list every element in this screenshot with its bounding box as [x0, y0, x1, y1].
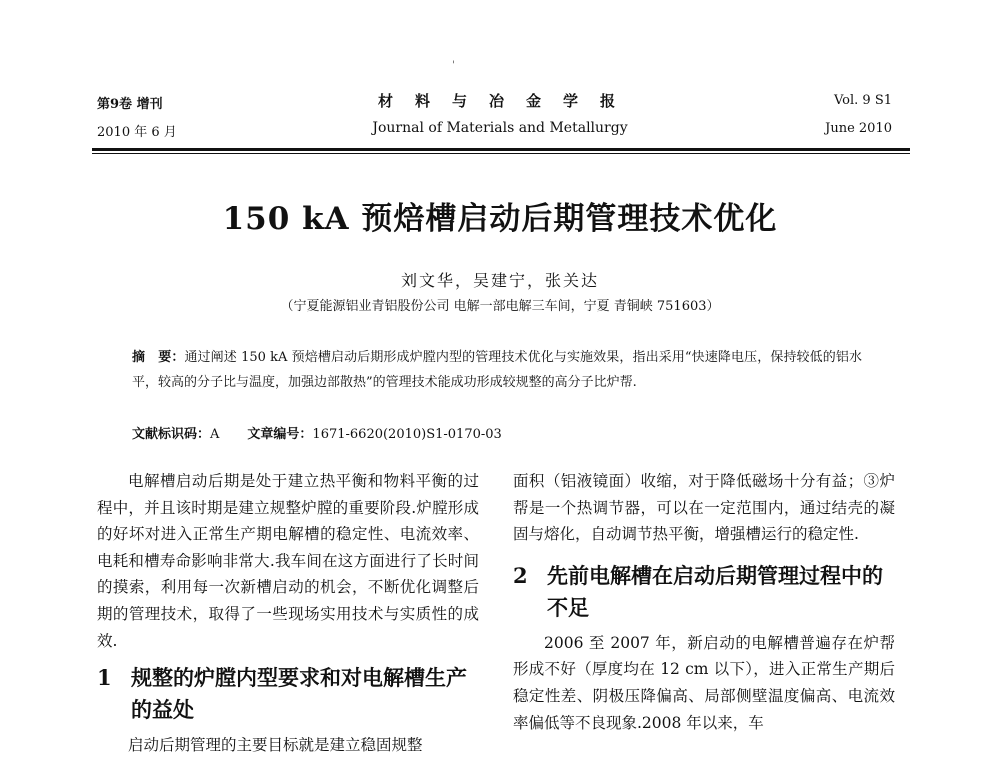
section-1-heading: [97, 662, 479, 726]
doc-code-label: 文献标识码：: [132, 427, 211, 442]
section-1-title: 规整的炉膛内型要求和对电解槽生产的益处: [131, 665, 467, 723]
article-affiliation: （宁夏能源铝业青铝股份公司 电解一部电解三车间，宁夏 青铜峡 751603）: [280, 299, 720, 314]
section-1-number: 1: [97, 665, 112, 691]
continued-paragraph: 面积（铝液镜面）收缩，对于降低磁场十分有益；③炉帮是一个热调节器，可以在一定范围内，通过结壳的凝固与熔化，自动调节热平衡，增强槽运行的稳定性.: [513, 472, 895, 544]
header-rule-thick: [92, 148, 910, 151]
article-no: 1671-6620(2010)S1-0170-03: [312, 427, 502, 442]
section-2-number: 2: [513, 562, 528, 588]
abstract-label: 摘 要：: [132, 350, 185, 365]
header-volume: Vol. 9 S1: [833, 93, 892, 108]
scan-mark: ': [452, 60, 455, 71]
header-date-cn: 2010 年 6 月: [97, 125, 177, 140]
left-column: [97, 468, 479, 759]
journal-title-en: Journal of Materials and Metallurgy: [372, 120, 628, 136]
article-identifiers: [132, 423, 502, 442]
section-2-heading: [513, 560, 895, 624]
header-rule-thin: [92, 153, 910, 154]
header-date-en: June 2010: [825, 121, 892, 136]
intro-paragraph: 电解槽启动后期是处于建立热平衡和物料平衡的过程中，并且该时期是建立规整炉膛的重要阶段.炉膛形成的好坏对进入正常生产期电解槽的稳定性、电流效率、电耗和槽寿命影响非常大.我车间在这方面进行了长时间的摸索，利用每一次新槽启动的机会，不断优化调整后期的管理技术，取得了一些现场实用技术与实质性的成效.: [97, 472, 479, 650]
doc-code: A: [210, 427, 220, 442]
section-1-paragraph: 启动后期管理的主要目标就是建立稳固规整: [128, 736, 423, 755]
header-issue: 第9卷 增刊: [97, 97, 163, 112]
journal-title-cn: 材料与冶金学报: [378, 92, 638, 110]
right-column: [513, 468, 895, 736]
article-title: 150 kA 预焙槽启动后期管理技术优化: [222, 201, 778, 237]
article-no-label: 文章编号：: [247, 427, 313, 442]
abstract-text: 通过阐述 150 kA 预焙槽启动后期形成炉膛内型的管理技术优化与实施效果，指出采用“快速降电压，保持较低的铝水平，较高的分子比与温度，加强边部散热”的管理技术能成功形成较规整的高分子比炉帮.: [132, 350, 862, 390]
section-2-paragraph: 2006 至 2007 年，新启动的电解槽普遍存在炉帮形成不好（厚度均在 12 cm 以下），进入正常生产期后稳定性差、阴极压降偏高、局部侧壁温度偏高、电流效率偏低等不良现象.2008 年以来，车: [513, 633, 895, 732]
article-authors: 刘文华，吴建宁，张关达: [400, 271, 599, 290]
section-2-title: 先前电解槽在启动后期管理过程中的不足: [547, 562, 883, 620]
abstract: [132, 345, 862, 395]
